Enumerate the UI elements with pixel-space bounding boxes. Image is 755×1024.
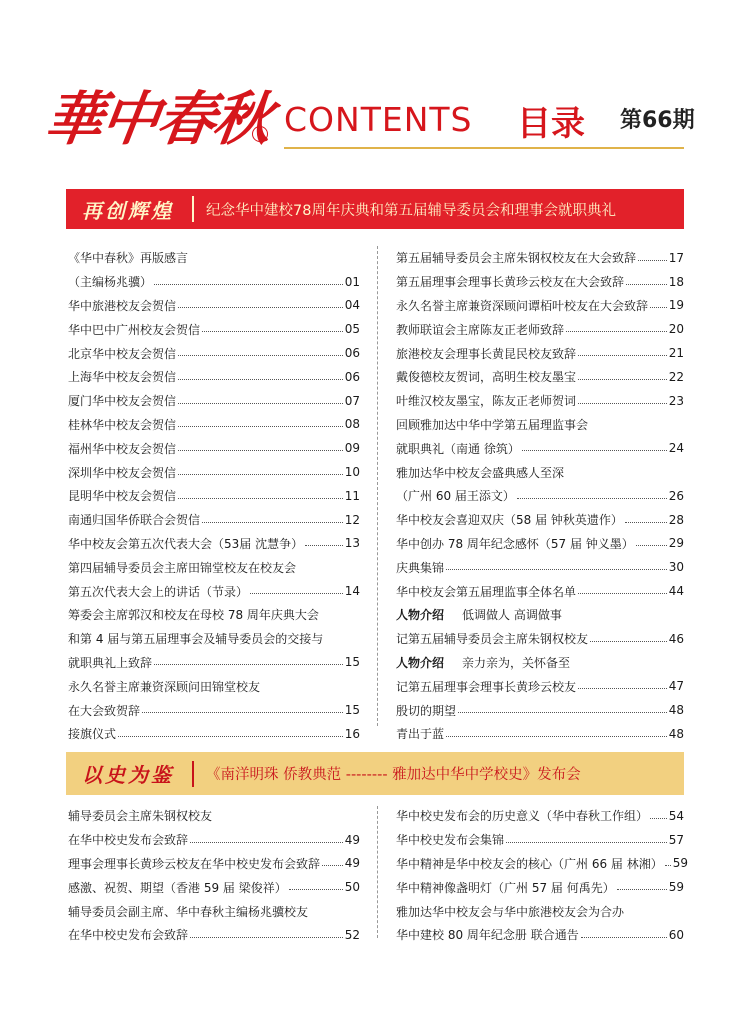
toc-entry-title: 永久名誉主席兼资深顾问谭栢叶校友在大会致辞 [396,298,649,313]
toc-entry-title: 华中校友会第五届理监事全体名单 [396,584,577,599]
toc-entry-title: 就职典礼（南通 徐筑） [396,441,520,456]
toc-entry-page: 59 [672,856,688,871]
toc-leader-dots [190,937,343,938]
toc-entry-title: 第五届辅导委员会主席朱钢权校友在大会致辞 [396,251,637,266]
toc-entry[interactable] [68,828,360,852]
toc-entry[interactable] [68,603,360,627]
toc-entry[interactable] [68,270,360,294]
toc-entry-title: 《华中春秋》再版感言 [68,251,189,266]
toc-leader-dots [190,842,343,843]
toc-entry-page: 60 [668,927,684,942]
toc-leader-dots [578,593,667,594]
section2-bar [192,761,194,787]
toc-entry-page: 44 [668,584,684,599]
toc-entry-title: 桂林华中校友会贺信 [68,417,177,432]
toc-entry-title: 旅港校友会理事长黄昆民校友致辞 [396,346,577,361]
toc-entry[interactable] [396,627,684,651]
toc-entry-page: 16 [344,726,360,741]
toc-leader-dots [250,593,343,594]
toc-entry-title: 华中创办 78 周年纪念感怀（57 届 钟义墨） [396,536,634,551]
section1-left-column [68,246,360,746]
toc-leader-dots [506,842,667,843]
toc-entry-page: 26 [668,488,684,503]
toc-leader-dots [566,331,667,332]
toc-leader-dots [178,474,343,475]
toc-entry-title: 教师联谊会主席陈友正老师致辞 [396,322,565,337]
toc-entry-title: 华中校友会喜迎双庆（58 届 钟秋英遗作） [396,513,623,528]
toc-entry[interactable] [68,555,360,579]
toc-entry-page: 12 [344,512,360,527]
toc-leader-dots [458,712,667,713]
toc-entry-title: 厦门华中校友会贺信 [68,394,177,409]
toc-entry-page: 05 [344,322,360,337]
toc-entry-page: 17 [668,250,684,265]
section2-left-column [68,804,360,947]
toc-entry-title: 庆典集锦 [396,560,445,575]
toc-leader-dots [617,889,667,890]
toc-entry[interactable] [396,365,684,389]
section2-label: 以史为鉴 [82,763,174,787]
toc-entry[interactable] [68,899,360,923]
toc-entry[interactable] [68,852,360,876]
toc-entry[interactable] [68,484,360,508]
toc-entry[interactable] [396,555,684,579]
section2-title: 《南洋明珠 侨教典范 -------- 雅加达中华中学校史》发布会 [206,767,581,783]
toc-leader-dots [202,522,343,523]
toc-entry-page: 21 [668,346,684,361]
toc-entry[interactable] [68,460,360,484]
toc-entry-title: 雅加达华中校友会盛典感人至深 [396,465,565,480]
toc-leader-dots [202,331,343,332]
toc-entry-title: 戴俊德校友贺词，高明生校友墨宝 [396,370,577,385]
toc-entry-page: 57 [668,832,684,847]
toc-entry-page: 14 [344,584,360,599]
toc-entry-title: 辅导委员会主席朱钢权校友 [68,809,213,824]
toc-entry-title: 第四届辅导委员会主席田锦堂校友在校友会 [68,560,297,575]
section1-title: 纪念华中建校78周年庆典和第五届辅导委员会和理事会就职典礼 [206,202,616,219]
toc-entry-title: 华中精神是华中校友会的核心（广州 66 届 林湘） [396,856,663,871]
toc-entry-title: 南通归国华侨联合会贺信 [68,513,201,528]
toc-leader-dots [638,260,667,261]
toc-entry[interactable] [68,804,360,828]
toc-entry[interactable] [396,698,684,722]
toc-entry[interactable] [68,674,360,698]
toc-entry-title: 华中旅港校友会贺信 [68,298,177,313]
toc-entry-page: 47 [668,679,684,694]
toc-leader-dots [178,307,343,308]
section2-right-column [396,804,688,947]
toc-entry-title: 和第 4 届与第五届理事会及辅导委员会的交接与 [68,632,324,647]
toc-leader-dots [650,307,667,308]
toc-entry-title: 华中校史发布会集锦 [396,833,505,848]
header-divider [284,147,684,149]
toc-leader-dots [578,355,667,356]
toc-leader-dots [446,569,667,570]
toc-entry-title: 理事会理事长黄珍云校友在华中校史发布会致辞 [68,856,321,871]
toc-entry[interactable] [396,852,688,876]
toc-entry-title: 华中精神像盏明灯（广州 57 届 何禹先） [396,880,615,895]
toc-entry[interactable] [396,603,684,627]
toc-leader-dots [578,379,667,380]
toc-entry[interactable] [396,828,684,852]
section1-label: 再创辉煌 [82,198,174,223]
issue-number: 第66期 [620,108,695,133]
toc-leader-dots [178,379,343,380]
toc-entry[interactable] [396,899,684,923]
toc-entry[interactable] [68,579,360,603]
toc-entry-title: 深圳华中校友会贺信 [68,465,177,480]
toc-entry-page: 20 [668,322,684,337]
toc-entry-category: 人物介绍 [396,655,445,670]
toc-entry-page: 19 [668,298,684,313]
logo-seal-icon [252,126,268,142]
toc-entry-title: 辅导委员会副主席、华中春秋主编杨兆骥校友 [68,904,309,919]
toc-entry-page: 48 [668,726,684,741]
toc-entry-page: 50 [344,880,360,895]
toc-entry-title: 北京华中校友会贺信 [68,346,177,361]
toc-entry[interactable] [396,389,684,413]
toc-entry-page: 54 [668,808,684,823]
section2-column-divider [377,806,378,938]
toc-entry-page: 11 [344,488,360,503]
toc-entry-title: 雅加达华中校友会与华中旅港校友会为合办 [396,904,625,919]
toc-entry[interactable] [396,246,684,270]
toc-entry[interactable] [68,436,360,460]
toc-entry-page: 23 [668,393,684,408]
toc-entry[interactable] [396,579,684,603]
toc-leader-dots [305,545,343,546]
toc-leader-dots [178,450,343,451]
section2-banner [66,752,684,795]
toc-entry[interactable] [396,674,684,698]
toc-entry-title: 永久名誉主席兼资深顾问田锦堂校友 [68,679,261,694]
toc-entry[interactable] [396,436,684,460]
toc-entry[interactable] [396,341,684,365]
toc-leader-dots [118,736,343,737]
toc-entry-title: 记第五届理事会理事长黄珍云校友 [396,679,577,694]
toc-entry[interactable] [68,413,360,437]
toc-entry-page: 15 [344,655,360,670]
toc-entry[interactable] [396,413,684,437]
toc-entry-page: 49 [344,832,360,847]
toc-entry[interactable] [396,923,684,947]
toc-leader-dots [446,736,667,737]
section1-right-column [396,246,684,746]
toc-entry-title: 华中校史发布会的历史意义（华中春秋工作组） [396,809,649,824]
toc-entry-title: 昆明华中校友会贺信 [68,489,177,504]
toc-entry-title: 华中巴中广州校友会贺信 [68,322,201,337]
toc-leader-dots [625,522,667,523]
toc-entry[interactable] [68,317,360,341]
toc-entry-title: 叶维汉校友墨宝，陈友正老师贺词 [396,394,577,409]
toc-entry[interactable] [68,627,360,651]
toc-leader-dots [650,818,667,819]
toc-entry-title: （广州 60 届王添文） [396,489,515,504]
toc-entry-page: 46 [668,631,684,646]
toc-leader-dots [289,889,343,890]
toc-entry-title: 亲力亲为，关怀备至 [462,655,571,670]
toc-leader-dots [522,450,667,451]
toc-entry-page: 28 [668,512,684,527]
toc-entry-title: 第五次代表大会上的讲话（节录） [68,584,249,599]
toc-leader-dots [665,865,671,866]
toc-entry-title: 华中校友会第五次代表大会（53届 沈慧争） [68,536,304,551]
toc-entry-title: 华中建校 80 周年纪念册 联合通告 [396,928,579,943]
toc-entry-page: 09 [344,441,360,456]
toc-entry-page: 01 [344,274,360,289]
toc-entry-title: 就职典礼上致辞 [68,655,153,670]
toc-entry-title: 在华中校史发布会致辞 [68,928,189,943]
toc-entry-category: 人物介绍 [396,608,445,623]
toc-entry-page: 04 [344,298,360,313]
toc-entry[interactable] [396,651,684,675]
section1-bar [192,196,194,222]
toc-entry[interactable] [396,532,684,556]
toc-entry-page: 13 [344,536,360,551]
toc-entry-title: 殷切的期望 [396,703,457,718]
magazine-logo: 華中春秋 [40,85,275,153]
toc-entry-page: 06 [344,369,360,384]
toc-leader-dots [322,865,343,866]
toc-leader-dots [581,937,667,938]
toc-entry-page: 15 [344,703,360,718]
section1-banner [66,189,684,229]
toc-entry-page: 30 [668,560,684,575]
toc-leader-dots [154,664,343,665]
toc-entry[interactable] [396,722,684,746]
toc-entry[interactable] [68,389,360,413]
toc-entry[interactable] [68,698,360,722]
toc-entry-page: 06 [344,346,360,361]
toc-entry[interactable] [396,508,684,532]
toc-entry-title: 低调做人 高调做事 [462,608,562,623]
toc-entry-page: 49 [344,856,360,871]
toc-entry-page: 29 [668,536,684,551]
toc-entry-page: 08 [344,417,360,432]
toc-entry-page: 10 [344,465,360,480]
toc-entry-page: 07 [344,393,360,408]
toc-entry-title: （主编杨兆骥） [68,275,153,290]
toc-leader-dots [178,355,343,356]
toc-entry[interactable] [68,532,360,556]
toc-entry-title: 筹委会主席郭汉和校友在母校 78 周年庆典大会 [68,608,319,623]
toc-entry[interactable] [396,484,684,508]
toc-entry[interactable] [68,246,360,270]
toc-entry[interactable] [68,875,360,899]
mulu-heading: 目录 [517,104,585,144]
toc-entry-page: 52 [344,927,360,942]
toc-entry-title: 接旗仪式 [68,727,117,742]
toc-entry[interactable] [396,270,684,294]
section1-column-divider [377,246,378,726]
toc-leader-dots [578,403,667,404]
toc-leader-dots [178,426,343,427]
toc-entry-title: 回顾雅加达中华中学第五届理监事会 [396,417,589,432]
toc-entry-page: 22 [668,369,684,384]
toc-entry-title: 记第五届辅导委员会主席朱钢权校友 [396,632,589,647]
toc-entry[interactable] [68,722,360,746]
toc-entry[interactable] [68,508,360,532]
toc-entry-page: 59 [668,880,684,895]
toc-leader-dots [578,688,667,689]
toc-leader-dots [154,284,343,285]
toc-entry[interactable] [68,294,360,318]
toc-leader-dots [626,284,667,285]
toc-entry[interactable] [396,460,684,484]
toc-entry-title: 上海华中校友会贺信 [68,370,177,385]
toc-entry[interactable] [68,651,360,675]
toc-leader-dots [178,498,343,499]
toc-leader-dots [142,712,343,713]
toc-entry[interactable] [396,875,684,899]
toc-entry-title: 第五届理事会理事长黄珍云校友在大会致辞 [396,275,625,290]
toc-leader-dots [590,641,667,642]
toc-entry-page: 24 [668,441,684,456]
toc-entry[interactable] [396,317,684,341]
contents-heading: CONTENTS [284,100,473,139]
toc-entry-title: 福州华中校友会贺信 [68,441,177,456]
toc-leader-dots [178,403,343,404]
toc-entry-title: 感激、祝贺、期望（香港 59 届 梁俊祥） [68,880,287,895]
toc-entry-title: 在大会致贺辞 [68,703,141,718]
toc-entry[interactable] [68,341,360,365]
toc-entry[interactable] [68,365,360,389]
toc-entry-page: 48 [668,703,684,718]
toc-leader-dots [636,545,667,546]
toc-entry[interactable] [68,923,360,947]
toc-entry[interactable] [396,294,684,318]
toc-entry[interactable] [396,804,684,828]
toc-entry-title: 青出于蓝 [396,727,445,742]
toc-entry-title: 在华中校史发布会致辞 [68,833,189,848]
toc-entry-page: 18 [668,274,684,289]
toc-leader-dots [517,498,667,499]
